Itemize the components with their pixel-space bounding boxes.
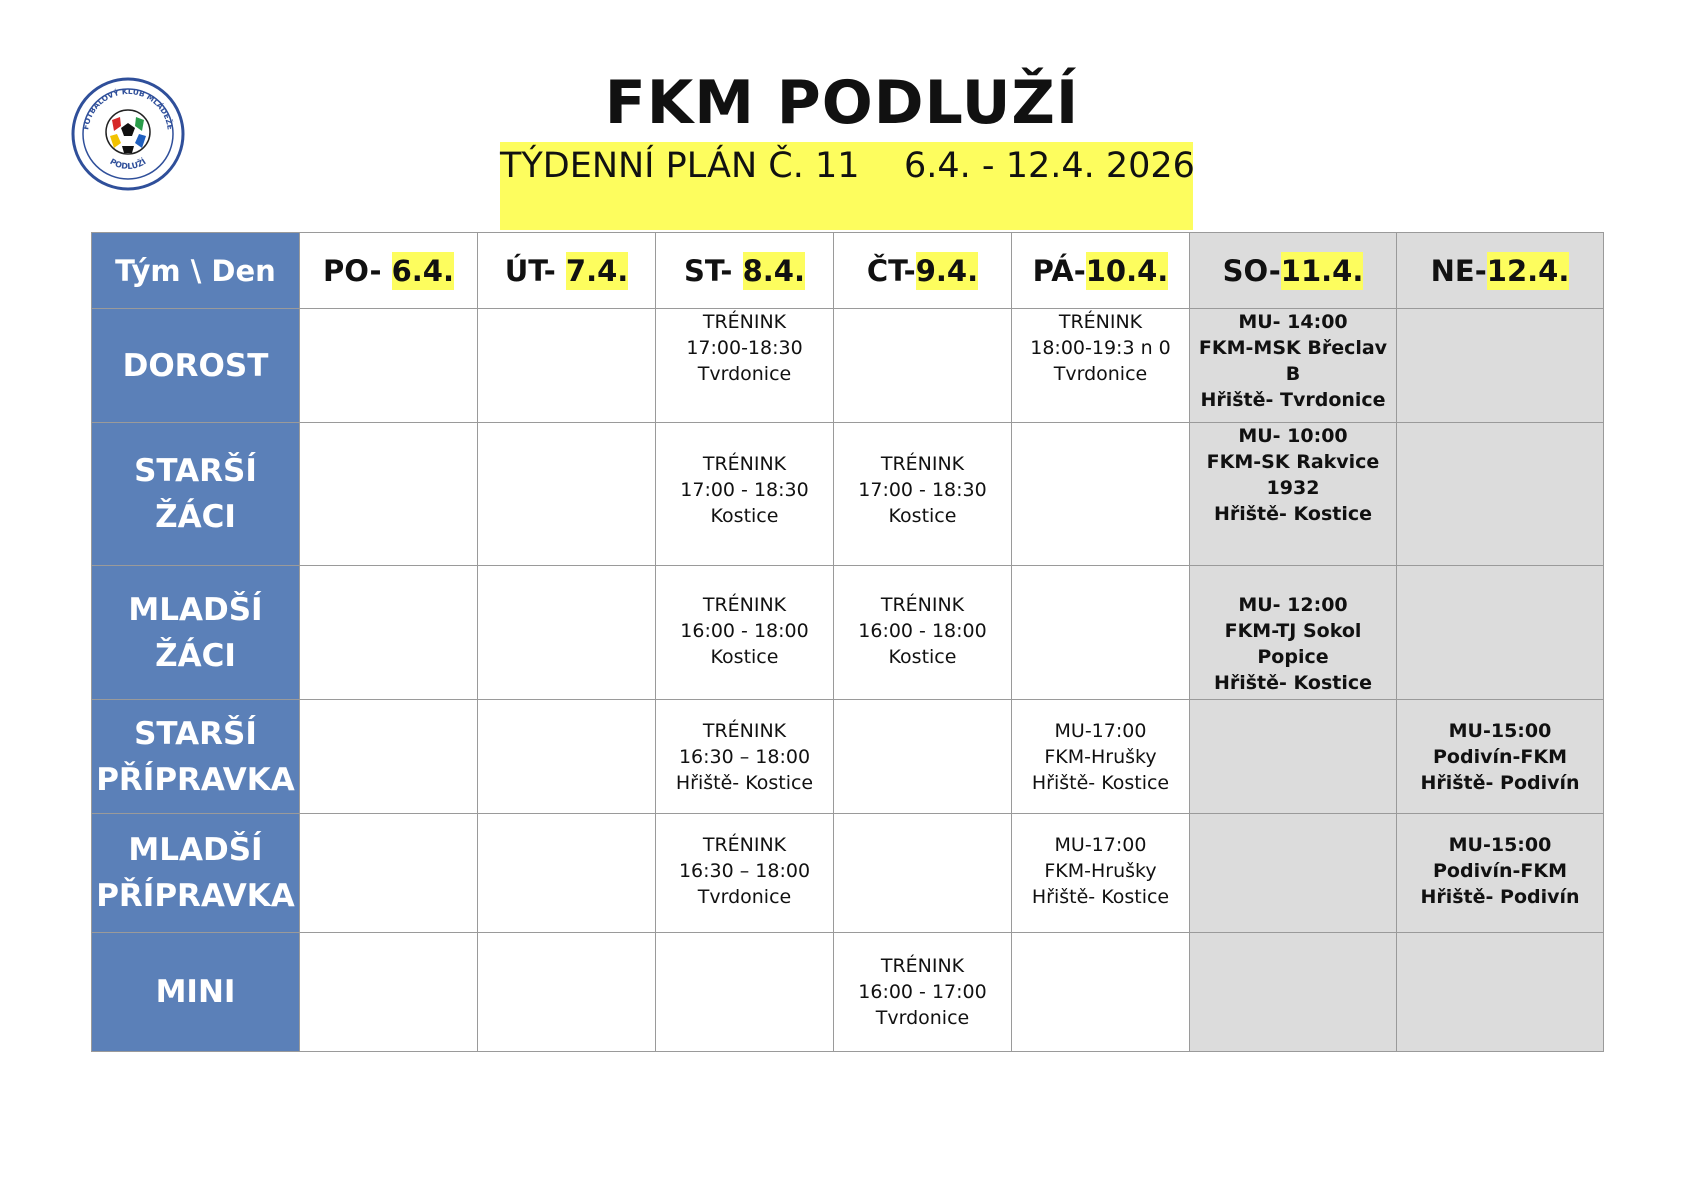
- day-header-ut: ÚT- 7.4.: [478, 233, 656, 309]
- table-row: [92, 309, 1604, 423]
- schedule-cell: [478, 566, 656, 700]
- schedule-cell: [478, 700, 656, 814]
- team-label: STARŠÍ PŘÍPRAVKA: [92, 700, 300, 814]
- schedule-cell: [478, 814, 656, 933]
- schedule-cell: [1397, 933, 1604, 1052]
- schedule-cell: TRÉNINK 18:00-19:3 n 0 Tvrdonice: [1012, 309, 1190, 423]
- table-row: [92, 933, 1604, 1052]
- day-header-pa: PÁ-10.4.: [1012, 233, 1190, 309]
- schedule-cell: TRÉNINK 17:00-18:30 Tvrdonice: [656, 309, 834, 423]
- logo-text-top: FOTBALOVÝ KLUB MLÁDEŽE: [81, 86, 175, 131]
- schedule-cell: MU- 12:00 FKM-TJ Sokol Popice Hřiště- Kostice: [1190, 566, 1397, 700]
- day-header-po: PO- 6.4.: [300, 233, 478, 309]
- header-row: [92, 233, 1604, 309]
- schedule-cell: [300, 700, 478, 814]
- schedule-cell: TRÉNINK 16:30 – 18:00 Tvrdonice: [656, 814, 834, 933]
- schedule-cell: [834, 309, 1012, 423]
- day-header-so: SO-11.4.: [1190, 233, 1397, 309]
- schedule-cell: [1012, 933, 1190, 1052]
- team-label: MLADŠÍ ŽÁCI: [92, 566, 300, 700]
- schedule-cell: MU- 14:00 FKM-MSK Břeclav B Hřiště- Tvrdonice: [1190, 309, 1397, 423]
- schedule-cell: MU- 10:00 FKM-SK Rakvice 1932 Hřiště- Kostice: [1190, 423, 1397, 566]
- schedule-cell: [300, 814, 478, 933]
- schedule-cell: [1012, 423, 1190, 566]
- schedule-cell: TRÉNINK 16:00 - 17:00 Tvrdonice: [834, 933, 1012, 1052]
- schedule-cell: [1190, 700, 1397, 814]
- team-label: MINI: [92, 933, 300, 1052]
- team-label: STARŠÍ ŽÁCI: [92, 423, 300, 566]
- team-label: DOROST: [92, 309, 300, 423]
- schedule-cell: MU-15:00 Podivín-FKM Hřiště- Podivín: [1397, 814, 1604, 933]
- schedule-cell: [478, 423, 656, 566]
- schedule-cell: [300, 423, 478, 566]
- schedule-cell: [1397, 309, 1604, 423]
- table-row: [92, 566, 1604, 700]
- schedule-cell: [1190, 814, 1397, 933]
- schedule-cell: [1190, 933, 1397, 1052]
- table-row: [92, 814, 1604, 933]
- schedule-cell: [656, 933, 834, 1052]
- schedule-cell: TRÉNINK 17:00 - 18:30 Kostice: [834, 423, 1012, 566]
- table-row: [92, 700, 1604, 814]
- page-title: FKM PODLUŽÍ: [604, 68, 1080, 138]
- schedule-cell: MU-17:00 FKM-Hrušky Hřiště- Kostice: [1012, 700, 1190, 814]
- day-header-ct: ČT-9.4.: [834, 233, 1012, 309]
- schedule-cell: [834, 814, 1012, 933]
- schedule-cell: [478, 933, 656, 1052]
- schedule-cell: [300, 933, 478, 1052]
- schedule-cell: [1012, 566, 1190, 700]
- schedule-cell: TRÉNINK 17:00 - 18:30 Kostice: [656, 423, 834, 566]
- day-header-st: ST- 8.4.: [656, 233, 834, 309]
- logo-text-bottom: PODLUŽÍ: [108, 157, 148, 172]
- day-header-ne: NE-12.4.: [1397, 233, 1604, 309]
- schedule-cell: TRÉNINK 16:00 - 18:00 Kostice: [834, 566, 1012, 700]
- schedule-cell: TRÉNINK 16:00 - 18:00 Kostice: [656, 566, 834, 700]
- schedule-cell: [1397, 566, 1604, 700]
- schedule-cell: [300, 566, 478, 700]
- team-label: MLADŠÍ PŘÍPRAVKA: [92, 814, 300, 933]
- schedule-cell: MU-17:00 FKM-Hrušky Hřiště- Kostice: [1012, 814, 1190, 933]
- schedule-cell: [834, 700, 1012, 814]
- schedule-cell: [478, 309, 656, 423]
- schedule-cell: TRÉNINK 16:30 – 18:00 Hřiště- Kostice: [656, 700, 834, 814]
- corner-header: Tým \ Den: [92, 233, 300, 309]
- schedule-cell: [300, 309, 478, 423]
- table-row: [92, 423, 1604, 566]
- schedule-cell: MU-15:00 Podivín-FKM Hřiště- Podivín: [1397, 700, 1604, 814]
- weekly-schedule-table: [91, 232, 1604, 1052]
- page-subtitle: TÝDENNÍ PLÁN Č. 11 6.4. - 12.4. 2026: [500, 146, 1195, 186]
- schedule-cell: [1397, 423, 1604, 566]
